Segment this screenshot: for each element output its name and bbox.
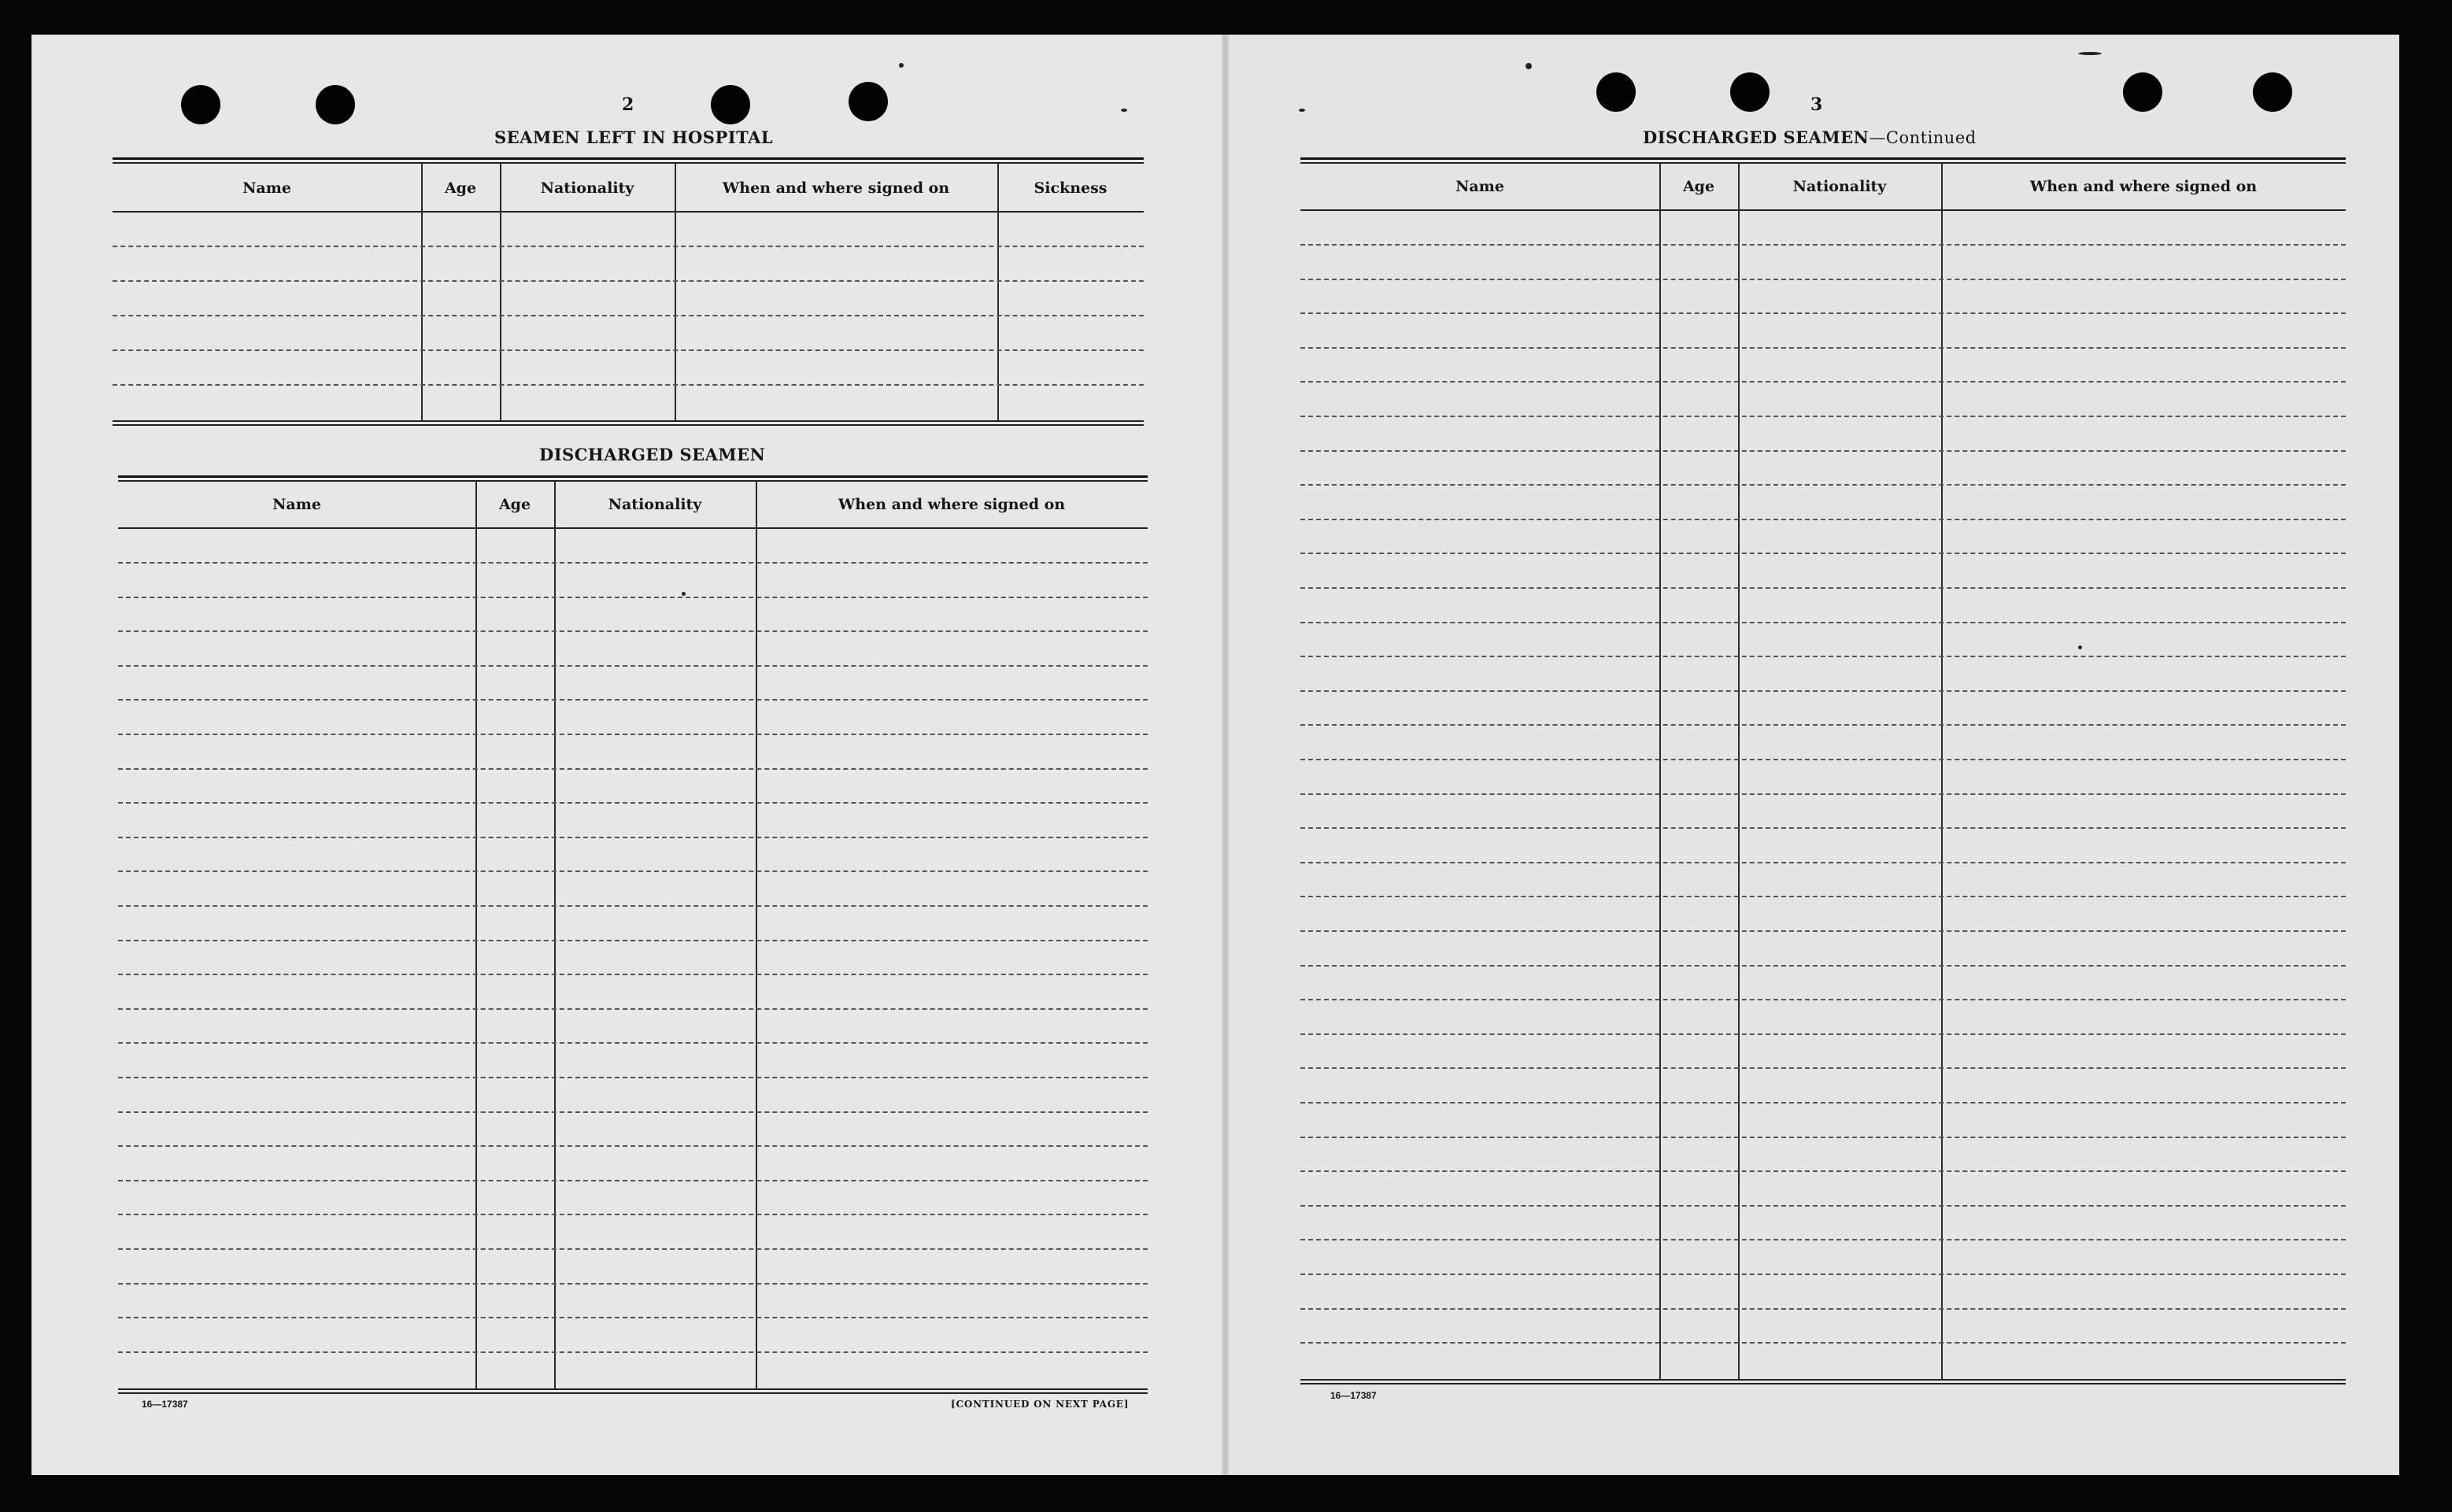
punch-hole	[1730, 72, 1770, 112]
punch-hole	[2123, 72, 2162, 112]
column-header-name: Name	[1455, 178, 1504, 195]
row-rule	[1300, 862, 2346, 863]
row-rule	[1300, 484, 2346, 486]
punch-hole	[711, 85, 750, 124]
discharged-section-title: DISCHARGED SEAMEN	[539, 445, 766, 464]
row-rule	[1300, 1205, 2346, 1207]
form-number: 16—17387	[1330, 1390, 1377, 1401]
row-rule	[118, 1317, 1148, 1318]
column-header-age: Age	[498, 496, 531, 513]
row-rule	[1300, 896, 2346, 897]
discharged-continued-table	[1300, 157, 2346, 1387]
table-top-rule	[113, 157, 1144, 164]
row-rule	[1300, 930, 2346, 932]
column-header-age: Age	[1682, 178, 1715, 195]
column-header-name: Name	[272, 496, 321, 513]
section-title-main: DISCHARGED SEAMEN	[1643, 128, 1870, 147]
row-rule	[1300, 1342, 2346, 1344]
row-rule	[1300, 622, 2346, 623]
punch-hole	[181, 85, 220, 124]
hospital-section-title: SEAMEN LEFT IN HOSPITAL	[494, 128, 774, 147]
column-divider	[554, 482, 556, 1390]
row-rule	[1300, 312, 2346, 314]
row-rule	[118, 597, 1148, 598]
row-rule	[118, 905, 1148, 907]
row-rule	[118, 1180, 1148, 1181]
row-rule	[1300, 347, 2346, 349]
row-rule	[113, 315, 1144, 316]
row-rule	[113, 349, 1144, 351]
row-rule	[118, 974, 1148, 975]
punch-hole	[2253, 72, 2292, 112]
column-header-signed-on: When and where signed on	[838, 496, 1066, 513]
column-divider	[1738, 164, 1740, 1381]
row-rule	[1300, 416, 2346, 417]
row-rule	[118, 1214, 1148, 1215]
row-rule	[118, 734, 1148, 735]
column-header-nationality: Nationality	[540, 179, 634, 197]
row-rule	[118, 802, 1148, 804]
column-divider	[675, 164, 676, 420]
speck	[1121, 109, 1127, 112]
row-rule	[118, 665, 1148, 667]
punch-hole	[316, 85, 355, 124]
column-header-name: Name	[242, 179, 291, 197]
page-number: 2	[622, 94, 634, 115]
row-rule	[1300, 656, 2346, 657]
row-rule	[118, 1283, 1148, 1285]
punch-hole	[1596, 72, 1636, 112]
row-rule	[118, 1111, 1148, 1113]
row-rule	[1300, 965, 2346, 967]
row-rule	[118, 1008, 1148, 1010]
row-rule	[118, 1351, 1148, 1353]
continued-note: [CONTINUED ON NEXT PAGE]	[951, 1399, 1130, 1410]
table-bottom-rule	[118, 1388, 1148, 1394]
header-rule	[1300, 209, 2346, 211]
row-rule	[1300, 1137, 2346, 1138]
row-rule	[1300, 1308, 2346, 1310]
speck	[1299, 109, 1305, 112]
row-rule	[118, 940, 1148, 941]
row-rule	[118, 768, 1148, 770]
row-rule	[1300, 1067, 2346, 1069]
column-header-signed-on: When and where signed on	[2029, 178, 2258, 195]
punch-hole	[849, 82, 888, 121]
row-rule	[1300, 1274, 2346, 1275]
row-rule	[1300, 759, 2346, 760]
header-rule	[118, 527, 1148, 529]
row-rule	[118, 1248, 1148, 1250]
row-rule	[113, 384, 1144, 386]
row-rule	[118, 1077, 1148, 1078]
row-rule	[118, 871, 1148, 872]
header-rule	[113, 211, 1144, 213]
discharged-continued-title	[1643, 128, 1977, 147]
column-divider	[475, 482, 477, 1390]
row-rule	[1300, 1170, 2346, 1172]
column-divider	[500, 164, 501, 420]
column-header-sickness: Sickness	[1034, 179, 1108, 197]
table-top-rule	[118, 475, 1148, 482]
row-rule	[1300, 279, 2346, 280]
row-rule	[1300, 381, 2346, 383]
row-rule	[118, 837, 1148, 838]
row-rule	[1300, 519, 2346, 520]
form-number: 16—17387	[142, 1399, 188, 1410]
speck	[899, 63, 904, 68]
row-rule	[118, 1145, 1148, 1147]
row-rule	[118, 1042, 1148, 1044]
row-rule	[118, 630, 1148, 632]
page-number: 3	[1810, 94, 1823, 115]
row-rule	[1300, 690, 2346, 692]
column-header-nationality: Nationality	[608, 496, 702, 513]
row-rule	[113, 280, 1144, 282]
row-rule	[1300, 999, 2346, 1000]
row-rule	[1300, 793, 2346, 795]
column-divider	[421, 164, 423, 420]
row-rule	[1300, 724, 2346, 726]
column-header-age: Age	[444, 179, 477, 197]
row-rule	[118, 699, 1148, 701]
row-rule	[1300, 244, 2346, 246]
column-divider	[997, 164, 999, 420]
table-bottom-rule	[113, 420, 1144, 426]
row-rule	[1300, 1033, 2346, 1035]
row-rule	[1300, 553, 2346, 554]
table-top-rule	[1300, 157, 2346, 164]
column-header-signed-on: When and where signed on	[722, 179, 950, 197]
row-rule	[113, 246, 1144, 247]
row-rule	[1300, 587, 2346, 589]
page-fold	[1222, 35, 1230, 1475]
column-divider	[1941, 164, 1943, 1381]
column-divider	[756, 482, 757, 1390]
table-bottom-rule	[1300, 1379, 2346, 1384]
row-rule	[1300, 827, 2346, 829]
speck	[2078, 52, 2102, 55]
row-rule	[1300, 450, 2346, 452]
row-rule	[1300, 1102, 2346, 1104]
section-title-suffix: —Continued	[1869, 128, 1977, 147]
column-divider	[1659, 164, 1661, 1381]
hospital-table	[113, 157, 1144, 427]
row-rule	[1300, 1239, 2346, 1240]
row-rule	[118, 562, 1148, 564]
speck	[1526, 63, 1532, 69]
discharged-table	[118, 475, 1148, 1396]
column-header-nationality: Nationality	[1792, 178, 1887, 195]
